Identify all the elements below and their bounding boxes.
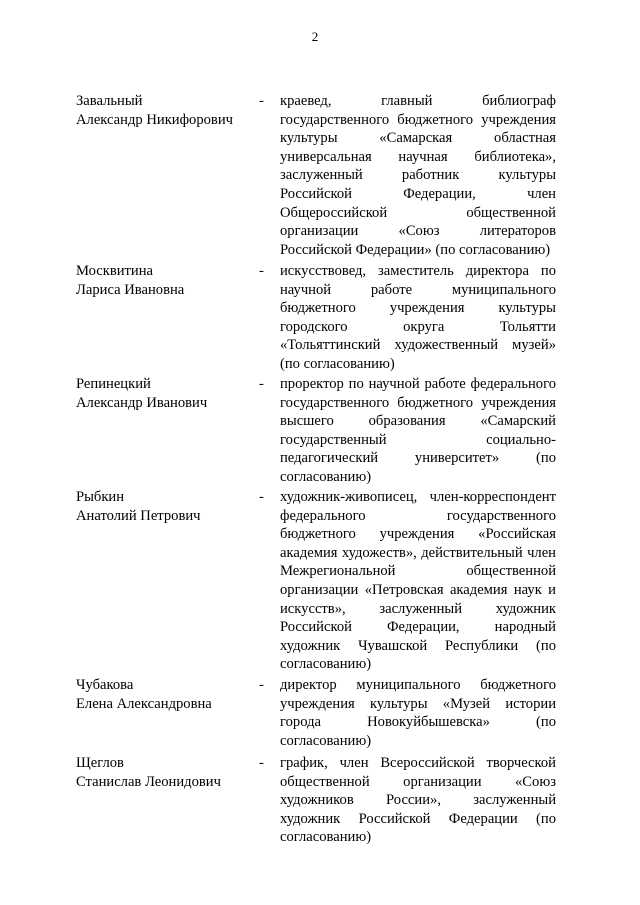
member-description: краевед, главный библиограф государственного бюджетного учреждения культуры «Самарская областная универсальная научная библиотека», заслуженный работник культуры Российской Федерации, член Общероссийской общественной организации «Союз литераторов Российской Федерации» (по согласованию) <box>280 93 556 258</box>
member-description: график, член Всероссийской творческой общественной организации «Союз художников России», заслуженный художник Российской Федерации (по согласованию) <box>280 755 556 846</box>
member-given-names: Александр Иванович <box>76 394 208 411</box>
member-name <box>76 375 256 412</box>
member-description: проректор по научной работе федерального государственного бюджетного учреждения высшего образования «Самарский государственный социально-педагогический университет» (по согласованию) <box>280 376 556 485</box>
dash-separator: - <box>259 755 264 771</box>
member-name <box>76 92 256 129</box>
dash-separator: - <box>259 93 264 109</box>
dash-separator: - <box>259 677 264 693</box>
member-given-names: Лариса Ивановна <box>76 281 185 298</box>
member-description: директор муниципального бюджетного учреждения культуры «Музей истории города Новокуйбышевска» (по согласованию) <box>280 677 556 749</box>
dash-separator: - <box>259 489 264 505</box>
member-surname: Москвитина <box>76 263 154 279</box>
dash-separator: - <box>259 263 264 279</box>
member-name <box>76 488 256 525</box>
member-surname: Чубакова <box>76 677 134 693</box>
dash-separator: - <box>259 376 264 392</box>
member-given-names: Александр Никифорович <box>76 111 233 128</box>
member-surname: Завальный <box>76 93 143 109</box>
member-name <box>76 262 256 299</box>
member-given-names: Станислав Леонидович <box>76 773 221 790</box>
page-number: 2 <box>311 29 319 44</box>
member-description: искусствовед, заместитель директора по научной работе муниципального бюджетного учреждения культуры городского округа Тольятти «Тольяттинский художественный музей» (по согласованию) <box>280 263 556 372</box>
member-description: художник-живописец, член-корреспондент федерального государственного бюджетного учреждения «Российская академия художеств», действительный член Межрегиональной общественной организации «Петровская академия наук и искусств», заслуженный художник Российской Федерации, народный художник Чувашской Республики (по согласованию) <box>280 489 556 673</box>
member-surname: Рыбкин <box>76 489 125 505</box>
member-given-names: Анатолий Петрович <box>76 507 201 524</box>
member-surname: Щеглов <box>76 755 124 771</box>
member-surname: Репинецкий <box>76 376 151 392</box>
member-name <box>76 676 256 713</box>
member-name <box>76 754 256 791</box>
member-given-names: Елена Александровна <box>76 695 212 712</box>
